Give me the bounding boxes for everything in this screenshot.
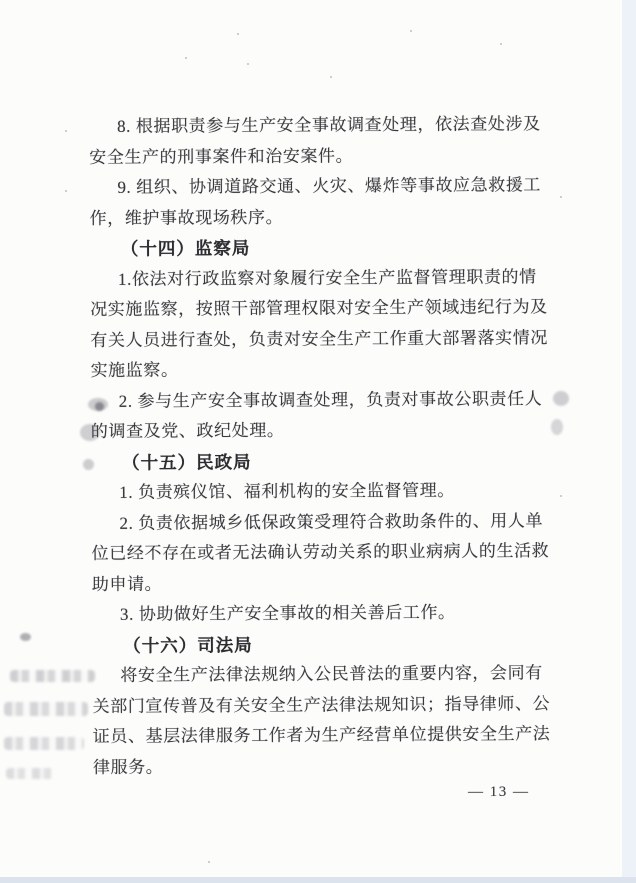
text-line: 2. 负责依据城乡低保政策受理符合救助条件的、用人单 [119, 510, 544, 533]
text-line: 1.依法对行政监察对象履行安全生产监督管理职责的情 [117, 266, 537, 289]
scan-speck [208, 861, 210, 863]
scan-smudge [4, 737, 84, 750]
scan-smudge [4, 702, 88, 716]
text-line: 9. 组织、协调道路交通、火灾、爆炸等事故应急救援工 [117, 175, 542, 197]
scan-speck [330, 76, 332, 78]
scan-speck [247, 63, 249, 65]
scan-speck [560, 495, 562, 497]
text-line: 况实施监察，按照干部管理权限对安全生产领域违纪行为及 [90, 297, 548, 320]
scan-smudge [551, 419, 563, 435]
text-line: 安全生产的刑事案件和治安案件。 [89, 145, 354, 167]
scan-speck [185, 57, 187, 59]
scan-smudge [553, 391, 569, 406]
scan-smudge [20, 633, 31, 641]
text-line: 证员、基层法律服务工作者为生产经营单位提供安全生产法 [92, 724, 551, 746]
scan-speck [500, 43, 502, 45]
scan-speck [560, 196, 562, 198]
text-line: 位已经不存在或者无法确认劳动关系的职业病病人的生活救 [91, 541, 550, 563]
page-number: — 13 — [468, 784, 530, 800]
scan-smudge [83, 459, 94, 470]
text-line: 8. 根据职责参与生产安全事故调查处理，依法查处涉及 [116, 114, 541, 136]
text-block [89, 109, 571, 783]
scan-smudge [95, 402, 104, 411]
text-line: 关部门宣传普及有关安全生产法律法规知识；指导律师、公 [92, 693, 551, 716]
text-line: 实施监察。 [90, 360, 179, 381]
text-line: 有关人员进行查处，负责对安全生产工作重大部署落实情况 [90, 327, 549, 350]
text-line: 将安全生产法律法规纳入公民普法的重要内容，会同有 [120, 663, 543, 685]
scan-edge-right [622, 0, 636, 883]
scan-speck [65, 130, 67, 132]
text-line: 助申请。 [91, 574, 163, 594]
text-line: 3. 协助做好生产安全事故的相关善后工作。 [119, 602, 456, 624]
scan-speck [65, 190, 67, 192]
text-line: 的调查及党、政纪处理。 [90, 420, 285, 442]
section-heading: （十五）民政局 [122, 451, 252, 473]
scan-smudge [10, 670, 95, 682]
text-line: 作，维护事故现场秩序。 [89, 207, 284, 228]
scan-edge-bottom [0, 877, 636, 883]
scan-smudge [6, 768, 54, 779]
scan-smudge [80, 424, 100, 441]
section-heading: （十六）司法局 [123, 634, 253, 656]
text-line: 2. 参与生产安全事故调查处理，负责对事故公职责任人 [118, 388, 543, 411]
text-line: 1. 负责殡仪馆、福利机构的安全监督管理。 [119, 480, 455, 502]
section-heading: （十四）监察局 [120, 238, 251, 259]
scan-speck [410, 30, 412, 32]
text-line: 律服务。 [92, 757, 164, 777]
scan-speck [237, 33, 239, 35]
